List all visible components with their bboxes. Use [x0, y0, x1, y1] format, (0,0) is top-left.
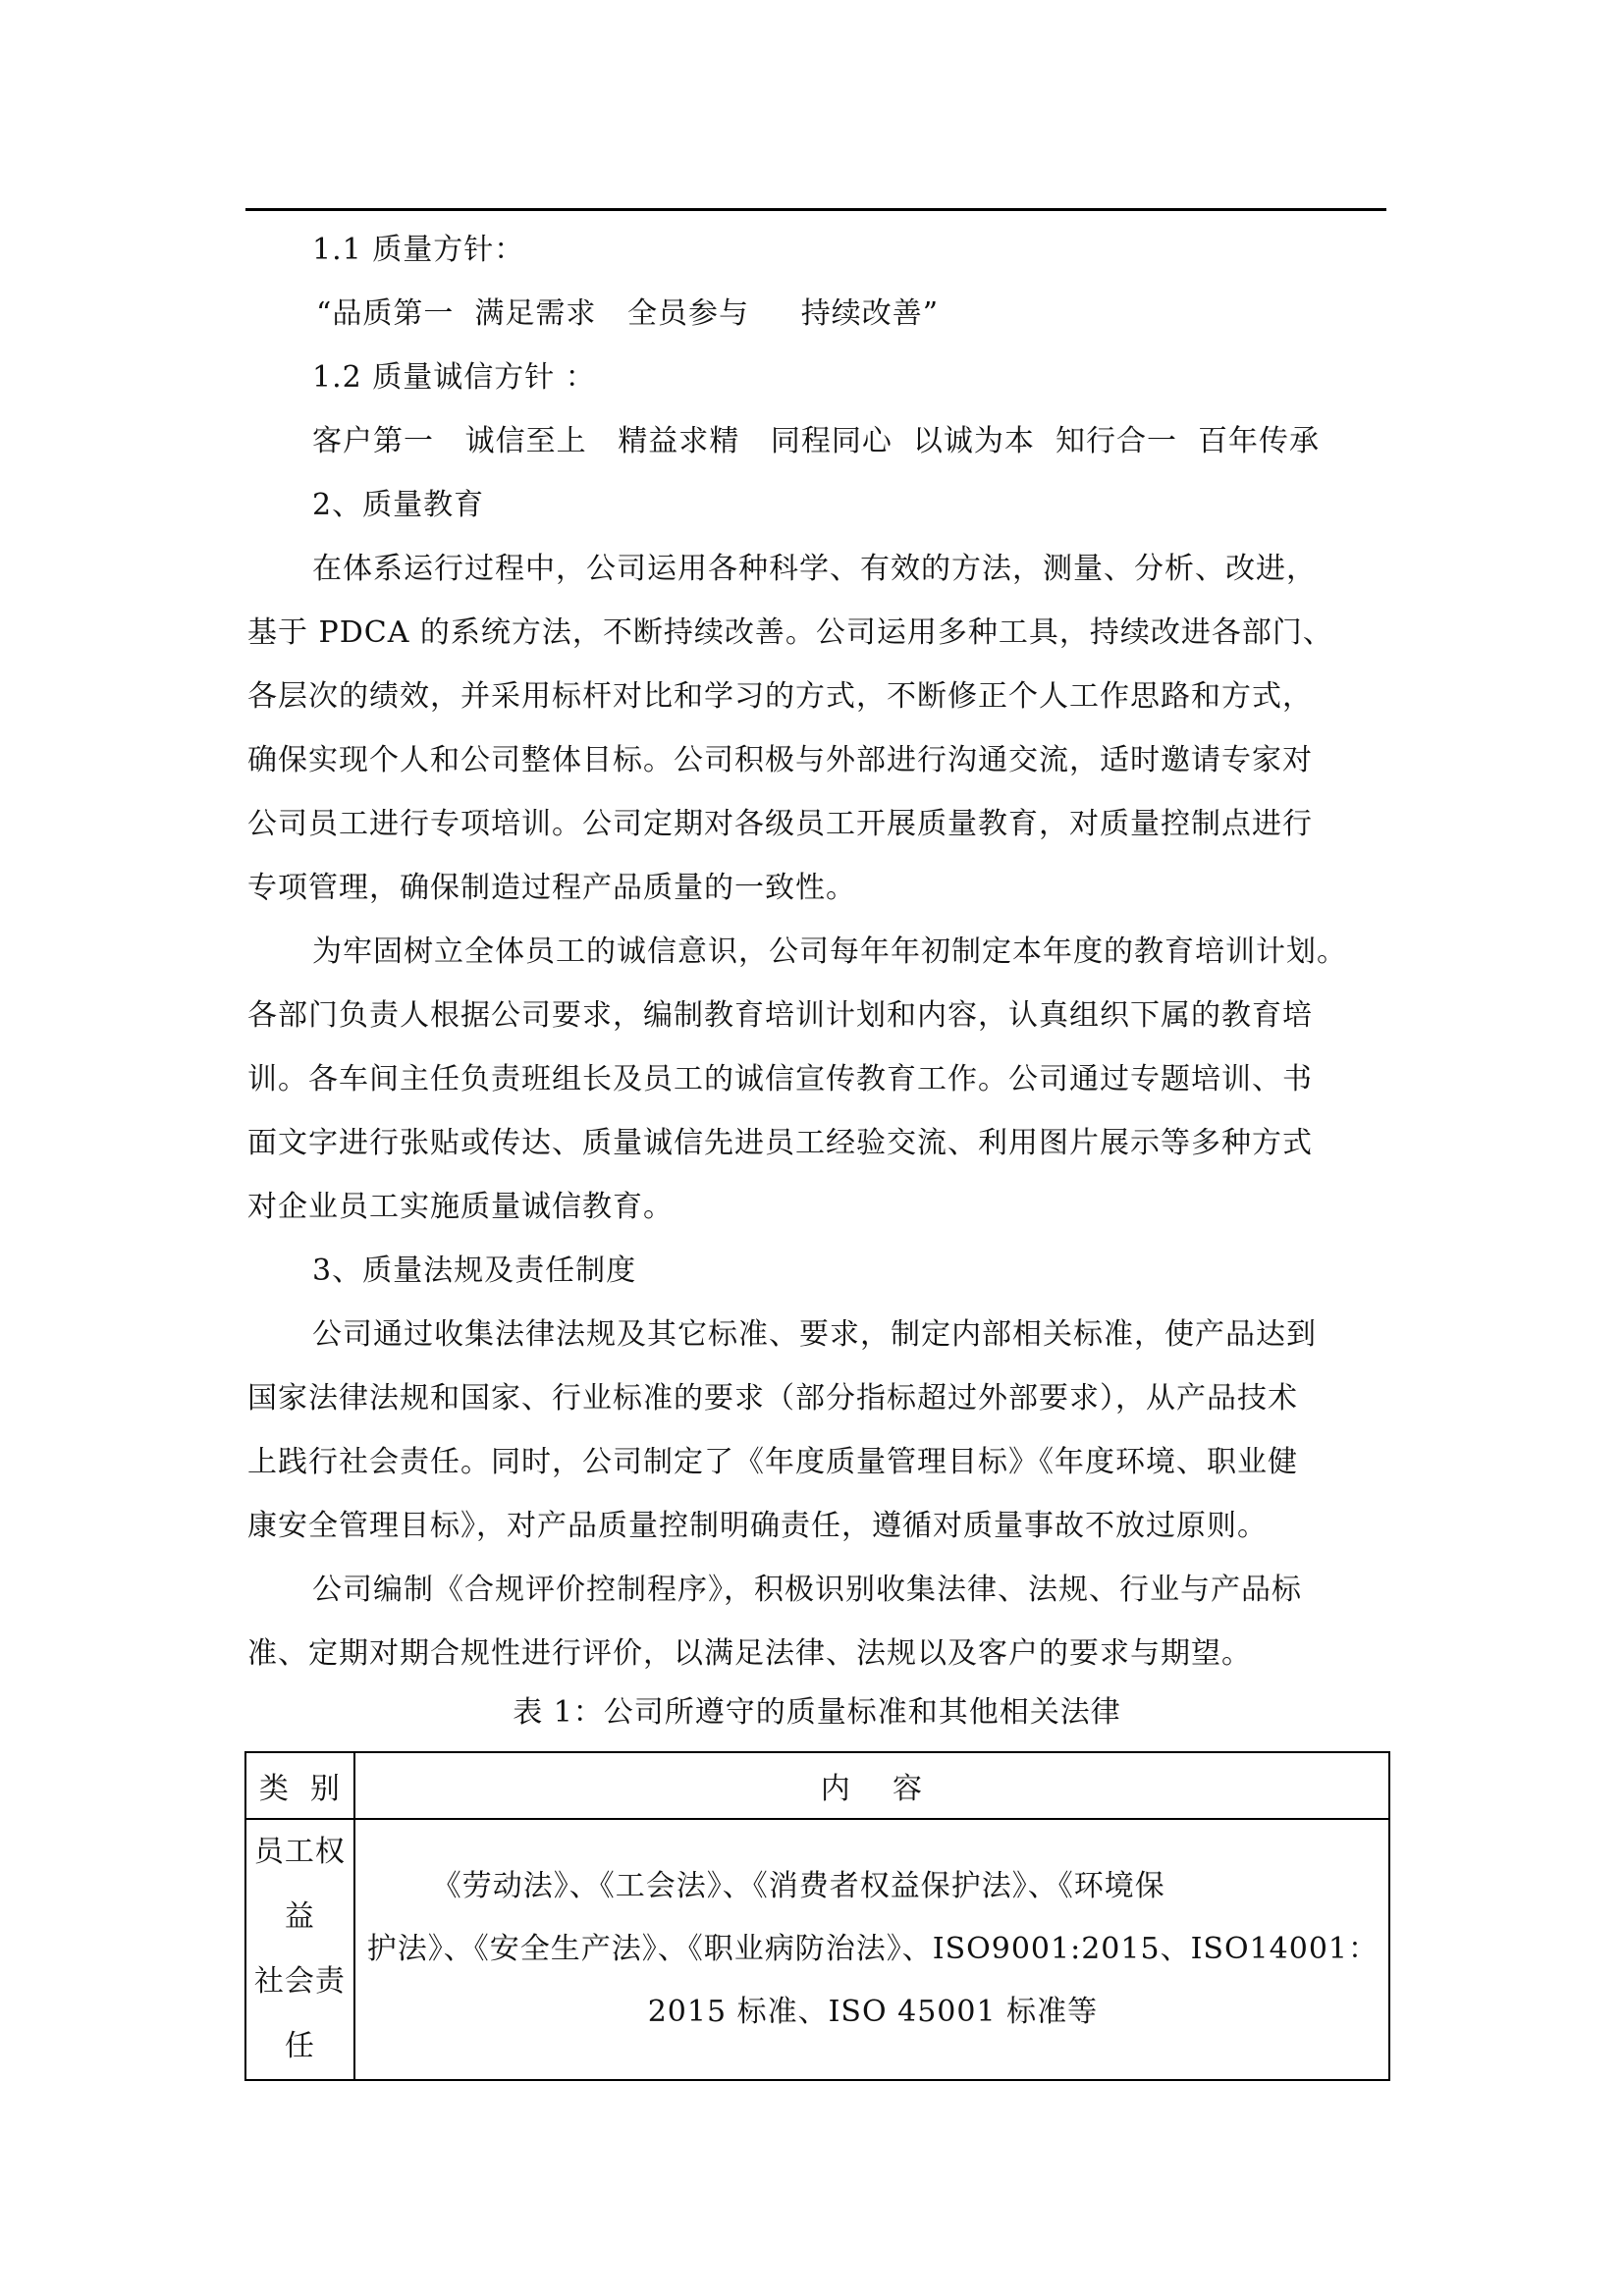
category-line: 员工权益 [253, 1835, 346, 1934]
paragraph-quality-education-2 [247, 920, 1386, 1239]
content-line: 2015 标准、ISO 45001 标准等 [647, 1995, 1099, 2029]
paragraph-line: 基于 PDCA 的系统方法，不断持续改善。公司运用多种工具，持续改进各部门、 [247, 615, 1333, 650]
header-category: 类 别 [245, 1752, 354, 1819]
paragraph-line: 准、定期对期合规性进行评价，以满足法律、法规以及客户的要求与期望。 [247, 1636, 1252, 1671]
paragraph-line: 公司通过收集法律法规及其它标准、要求，制定内部相关标准，使产品达到 [312, 1317, 1317, 1352]
section-heading-2: 2、质量教育 [312, 488, 485, 522]
content-line: 《劳动法》、《工会法》、《消费者权益保护法》、《环境保 [431, 1869, 1165, 1903]
paragraph-regulations-1 [247, 1303, 1386, 1558]
paragraph-line: 在体系运行过程中，公司运用各种科学、有效的方法，测量、分析、改进， [312, 552, 1317, 586]
paragraph-line: 对企业员工实施质量诚信教育。 [247, 1190, 674, 1224]
section-heading-1-2: 1.2 质量诚信方针 ： [312, 360, 596, 395]
paragraph-line: 各层次的绩效，并采用标杆对比和学习的方式，不断修正个人工作思路和方式， [247, 679, 1313, 714]
document-body [247, 218, 1386, 1744]
section-heading-3: 3、质量法规及责任制度 [312, 1254, 637, 1288]
header-rule [245, 208, 1386, 211]
paragraph-regulations-2 [247, 1558, 1386, 1685]
paragraph-line: 训。各车间主任负责班组长及员工的诚信宣传教育工作。公司通过专题培训、书 [247, 1062, 1313, 1096]
category-cell [245, 1819, 354, 2080]
paragraph-line: 面文字进行张贴或传达、质量诚信先进员工经验交流、利用图片展示等多种方式 [247, 1126, 1313, 1160]
paragraph-line: 国家法律法规和国家、行业标准的要求（部分指标超过外部要求），从产品技术 [247, 1381, 1298, 1415]
category-line: 社会责任 [253, 1964, 346, 2063]
paragraph-line: 上践行社会责任。同时，公司制定了《年度质量管理目标》《年度环境、职业健 [247, 1445, 1298, 1479]
paragraph-line: 确保实现个人和公司整体目标。公司积极与外部进行沟通交流，适时邀请专家对 [247, 743, 1313, 777]
integrity-policy-slogan: 客户第一 诚信至上 精益求精 同程同心 以诚为本 知行合一 百年传承 [312, 424, 1321, 458]
table-header-row [245, 1752, 1389, 1819]
header-content: 内 容 [354, 1752, 1389, 1819]
table-row [245, 1819, 1389, 2080]
paragraph-line: 公司员工进行专项培训。公司定期对各级员工开展质量教育，对质量控制点进行 [247, 807, 1313, 841]
standards-table [244, 1751, 1390, 2081]
paragraph-quality-education-1 [247, 537, 1386, 920]
quality-policy-slogan: “品质第一 满足需求 全员参与 持续改善” [316, 296, 940, 331]
content-line: 护法》、《安全生产法》、《职业病防治法》、ISO9001:2015、ISO14001： [366, 1932, 1379, 1966]
paragraph-line: 为牢固树立全体员工的诚信意识，公司每年年初制定本年度的教育培训计划。 [312, 934, 1347, 969]
paragraph-line: 专项管理，确保制造过程产品质量的一致性。 [247, 871, 856, 905]
paragraph-line: 康安全管理目标》，对产品质量控制明确责任，遵循对质量事故不放过原则。 [247, 1509, 1268, 1543]
section-heading-1-1: 1.1 质量方针： [312, 233, 525, 267]
paragraph-line: 公司编制《合规评价控制程序》，积极识别收集法律、法规、行业与产品标 [312, 1573, 1302, 1607]
table-caption: 表 1：公司所遵守的质量标准和其他相关法律 [513, 1695, 1121, 1730]
paragraph-line: 各部门负责人根据公司要求，编制教育培训计划和内容，认真组织下属的教育培 [247, 998, 1313, 1033]
content-cell [354, 1819, 1389, 2080]
